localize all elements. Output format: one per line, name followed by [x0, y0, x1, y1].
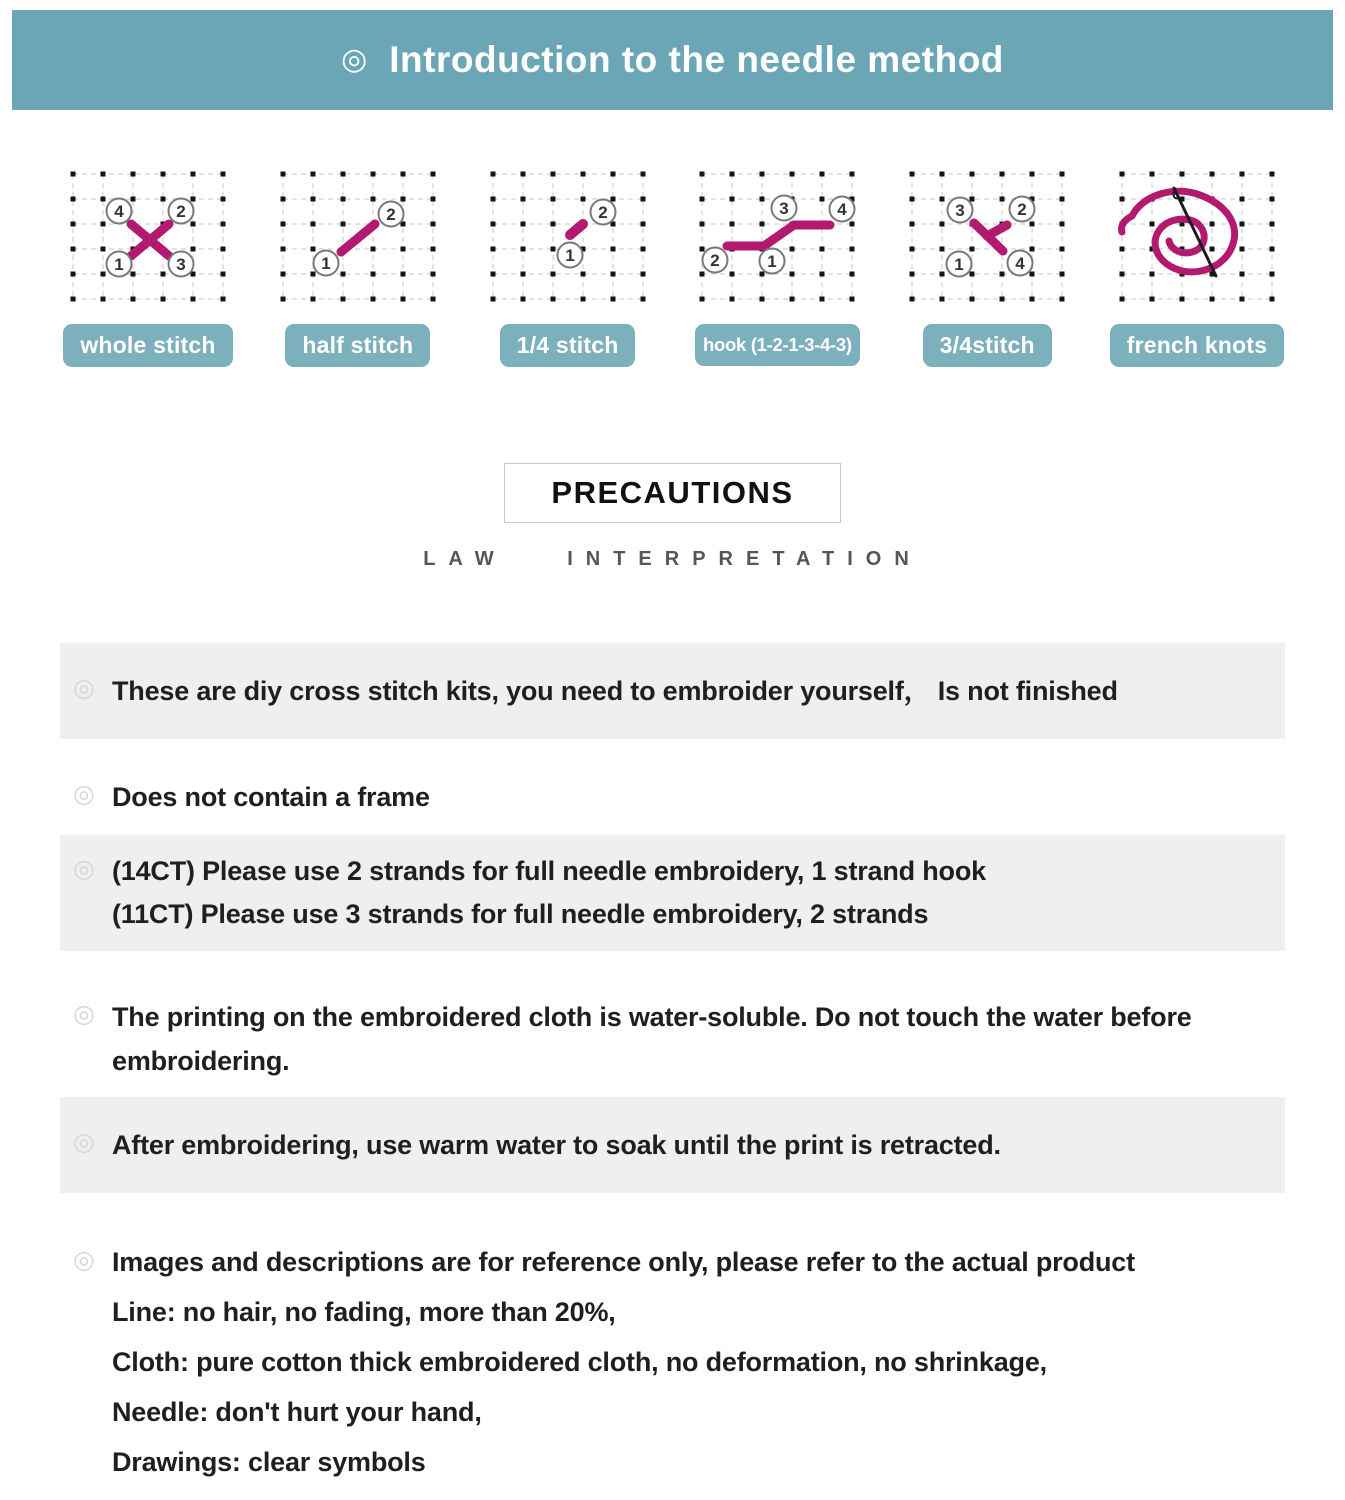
- svg-text:1: 1: [321, 254, 331, 273]
- note-line: After embroidering, use warm water to soak until the print is retracted.: [112, 1130, 1001, 1160]
- svg-text:2: 2: [1017, 200, 1027, 219]
- ring-bullet-icon: ◎: [73, 855, 95, 883]
- stitch-label: 3/4stitch: [923, 324, 1052, 367]
- ring-bullet-icon: ◎: [73, 1000, 95, 1028]
- svg-text:3: 3: [176, 255, 186, 274]
- note-item: [60, 643, 1285, 739]
- ring-bullet-icon: ◎: [73, 1246, 95, 1274]
- ring-bullet-icon: ◎: [73, 674, 95, 702]
- note-item: [60, 1097, 1285, 1193]
- note-line: Does not contain a frame: [112, 782, 430, 812]
- note-line: These are diy cross stitch kits, you need to embroider yourself， Is not finished: [112, 676, 1118, 706]
- note-line: Drawings: clear symbols: [112, 1447, 426, 1477]
- svg-text:4: 4: [1015, 254, 1025, 273]
- precaution-notes: [0, 643, 1345, 1487]
- stitch-diagram: [258, 164, 458, 367]
- stitch-diagram: [677, 164, 877, 367]
- note-line: Line: no hair, no fading, more than 20%,: [112, 1297, 616, 1327]
- double-circle-icon: ◎: [341, 43, 368, 76]
- svg-text:3: 3: [955, 201, 965, 220]
- stitch-diagram: [1097, 164, 1297, 367]
- stitch-label: french knots: [1110, 324, 1284, 367]
- note-line: Cloth: pure cotton thick embroidered cloth, no deformation, no shrinkage,: [112, 1347, 1047, 1377]
- svg-text:2: 2: [176, 202, 186, 221]
- note-item: [60, 1237, 1285, 1487]
- stitch-grid-canvas: [682, 164, 872, 312]
- stitch-label: hook (1-2-1-3-4-3): [695, 324, 860, 366]
- note-line: (14CT) Please use 2 strands for full needle embroidery, 1 strand hook: [112, 856, 986, 886]
- svg-text:4: 4: [837, 200, 848, 219]
- svg-text:1: 1: [767, 252, 778, 271]
- stitch-label: half stitch: [285, 324, 430, 367]
- note-item: [60, 835, 1285, 951]
- note-line: Needle: don't hurt your hand,: [112, 1397, 482, 1427]
- svg-text:1: 1: [954, 255, 964, 274]
- page-title: Introduction to the needle method: [389, 39, 1004, 80]
- ring-bullet-icon: ◎: [73, 780, 95, 808]
- precautions-subtitle: LAW INTERPRETATION: [423, 548, 922, 570]
- svg-text:3: 3: [779, 199, 790, 218]
- precautions-title: PRECAUTIONS: [504, 463, 840, 523]
- stitch-diagram: [468, 164, 668, 367]
- stitch-grid-canvas: [892, 164, 1082, 312]
- stitch-label: whole stitch: [63, 324, 232, 367]
- stitch-grid-canvas: [263, 164, 453, 312]
- stitch-diagrams: [0, 164, 1345, 367]
- stitch-grid-canvas: [1102, 164, 1292, 312]
- header-banner: [12, 10, 1333, 110]
- stitch-diagram: [48, 164, 248, 367]
- svg-text:2: 2: [710, 251, 721, 270]
- note-line: The printing on the embroidered cloth is water-soluble. Do not touch the water before embroidering.: [112, 1002, 1192, 1076]
- stitch-grid-canvas: [53, 164, 243, 312]
- stitch-diagram: [887, 164, 1087, 367]
- note-item: [60, 995, 1285, 1083]
- note-line: Images and descriptions are for reference only, please refer to the actual product: [112, 1247, 1135, 1277]
- stitch-grid-canvas: [473, 164, 663, 312]
- svg-text:2: 2: [386, 205, 396, 224]
- note-item: [60, 775, 1285, 819]
- svg-text:1: 1: [564, 246, 575, 265]
- stitch-label: 1/4 stitch: [500, 324, 636, 367]
- svg-text:2: 2: [597, 203, 608, 222]
- svg-text:4: 4: [114, 202, 124, 221]
- ring-bullet-icon: ◎: [73, 1128, 95, 1156]
- note-line: (11CT) Please use 3 strands for full needle embroidery, 2 strands: [112, 899, 929, 929]
- svg-text:1: 1: [114, 255, 124, 274]
